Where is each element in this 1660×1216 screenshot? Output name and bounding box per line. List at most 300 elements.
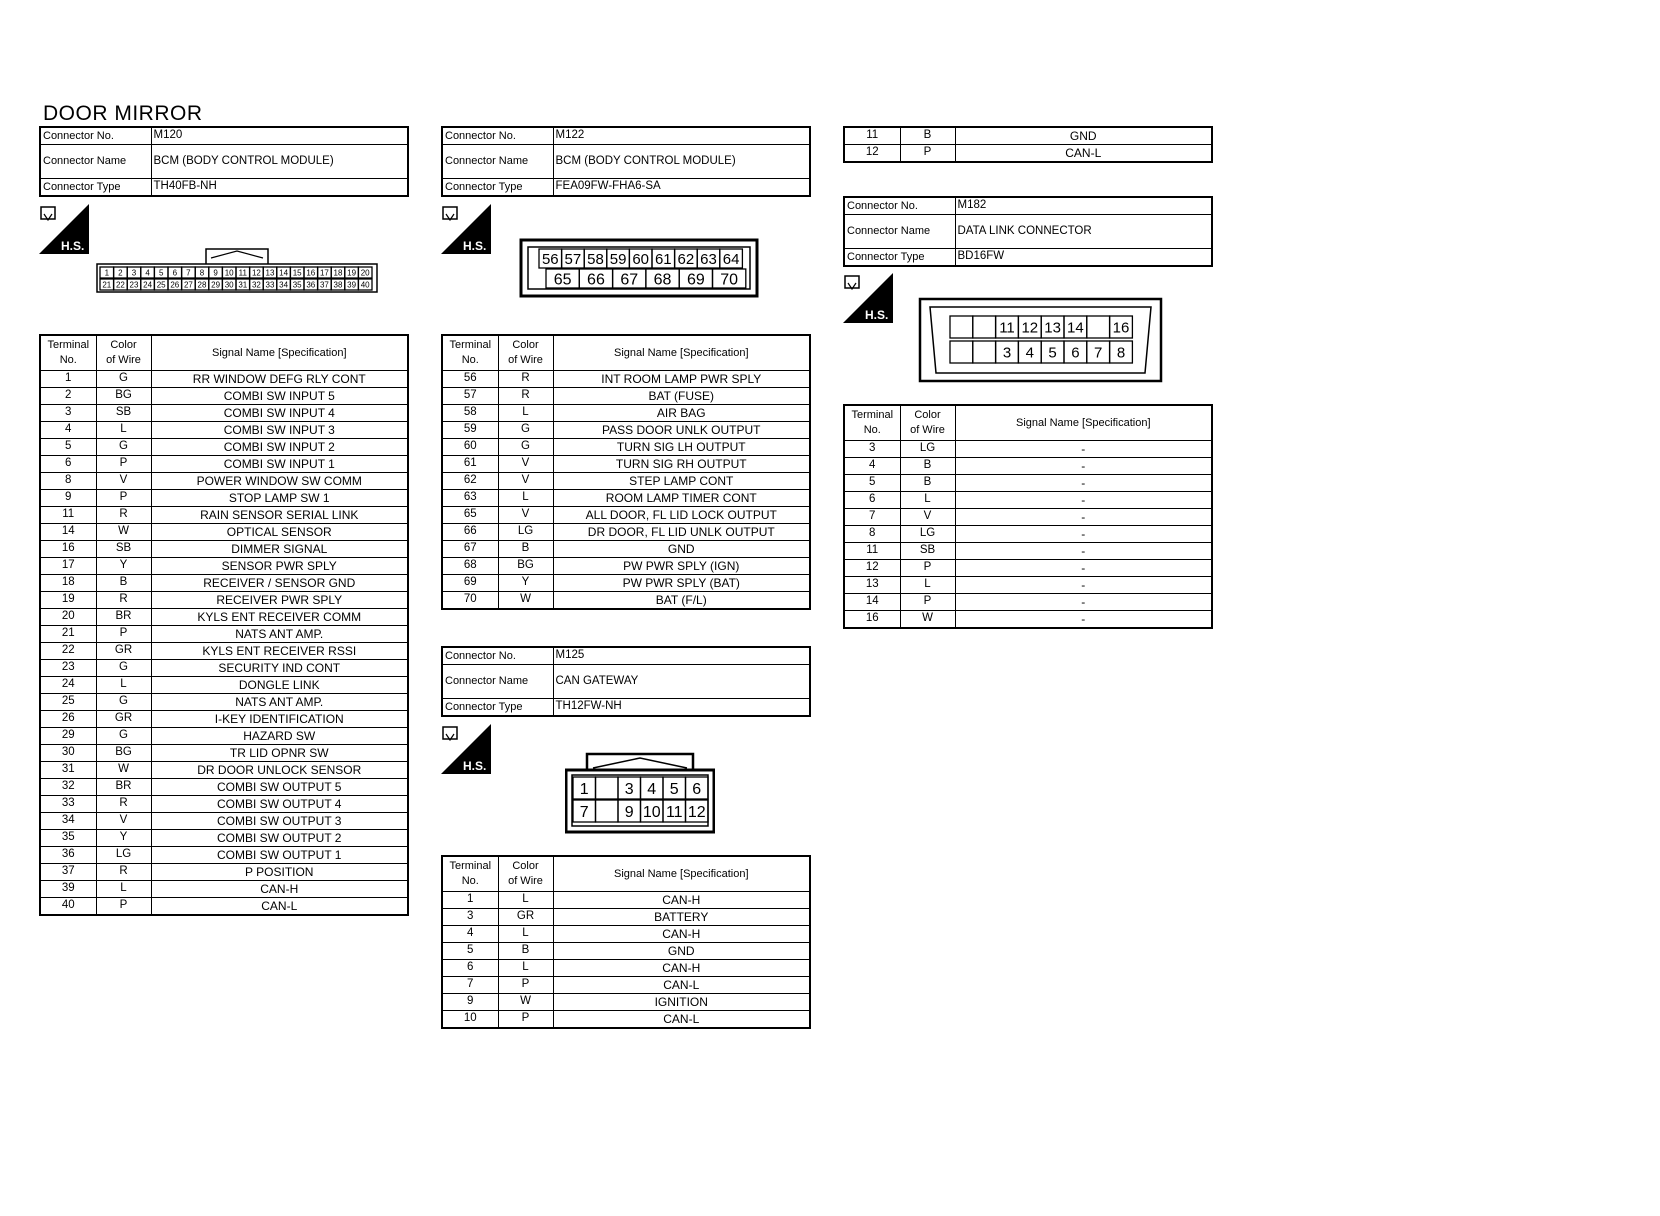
pin-label: 38 [333, 280, 343, 290]
m182-terminal-table [843, 404, 1213, 629]
terminal-cell: 10 [442, 1011, 498, 1029]
signal-header: Signal Name [Specification] [553, 335, 810, 371]
terminal-cell: 1 [442, 892, 498, 909]
color-cell: W [900, 611, 955, 629]
terminal-no-header: Terminal No. [442, 335, 498, 371]
signal-cell: BAT (F/L) [553, 592, 810, 610]
signal-cell: NATS ANT AMP. [151, 694, 408, 711]
signal-cell: TR LID OPNR SW [151, 745, 408, 762]
color-cell: L [498, 960, 553, 977]
pin-label: 12 [687, 803, 706, 821]
signal-cell: GND [553, 943, 810, 960]
signal-header: Signal Name [Specification] [151, 335, 408, 371]
color-cell: BG [96, 745, 151, 762]
terminal-cell: 65 [442, 507, 498, 524]
connector-type-label: Connector Type [442, 699, 553, 717]
pin-label: 7 [579, 803, 589, 821]
terminal-cell: 67 [442, 541, 498, 558]
table-row [40, 439, 408, 456]
table-row [40, 694, 408, 711]
pin-label: 4 [1025, 344, 1034, 362]
terminal-cell: 4 [40, 422, 96, 439]
color-header: Color of Wire [900, 405, 955, 441]
m120-connector-name: BCM (BODY CONTROL MODULE) [151, 145, 408, 179]
table-row [40, 813, 408, 830]
pin-label: 3 [131, 268, 137, 278]
pin-label: 69 [686, 271, 705, 289]
terminal-cell: 7 [442, 977, 498, 994]
terminal-cell: 3 [844, 441, 900, 458]
signal-cell: PASS DOOR UNLK OUTPUT [553, 422, 810, 439]
pin-label: 31 [238, 280, 248, 290]
signal-cell: - [955, 543, 1212, 560]
color-header: Color of Wire [96, 335, 151, 371]
pin-label: 2 [118, 268, 123, 278]
signal-cell: BATTERY [553, 909, 810, 926]
table-row [442, 405, 810, 422]
color-cell: P [900, 145, 955, 163]
svg-text:H.S.: H.S. [865, 308, 889, 322]
color-cell: W [498, 592, 553, 610]
color-cell: L [498, 892, 553, 909]
pin-label: 60 [632, 250, 650, 268]
pin-label: 13 [1044, 319, 1061, 337]
signal-cell: IGNITION [553, 994, 810, 1011]
signal-cell: - [955, 475, 1212, 492]
signal-cell: SENSOR PWR SPLY [151, 558, 408, 575]
terminal-cell: 26 [40, 711, 96, 728]
color-cell: G [498, 422, 553, 439]
color-cell: BG [96, 388, 151, 405]
m125-connector-name: CAN GATEWAY [553, 665, 810, 699]
pin-label: 23 [129, 280, 139, 290]
color-cell: SB [900, 543, 955, 560]
terminal-cell: 33 [40, 796, 96, 813]
color-cell: V [498, 473, 553, 490]
color-cell: L [96, 422, 151, 439]
m182-connector-name: DATA LINK CONNECTOR [955, 215, 1212, 249]
terminal-cell: 14 [844, 594, 900, 611]
pin-label: 6 [692, 780, 702, 798]
pin-label: 18 [333, 268, 343, 278]
terminal-cell: 16 [844, 611, 900, 629]
signal-cell: RR WINDOW DEFG RLY CONT [151, 371, 408, 388]
pin-label: 3 [624, 780, 634, 798]
signal-cell: DR DOOR UNLOCK SENSOR [151, 762, 408, 779]
pin-label: 10 [224, 268, 234, 278]
signal-cell: COMBI SW OUTPUT 3 [151, 813, 408, 830]
color-cell: LG [96, 847, 151, 864]
table-row [40, 473, 408, 490]
pin-label: 13 [265, 268, 275, 278]
terminal-cell: 19 [40, 592, 96, 609]
table-row [40, 881, 408, 898]
pin-label: 70 [720, 271, 739, 289]
terminal-cell: 3 [442, 909, 498, 926]
table-row [844, 475, 1212, 492]
signal-cell: ROOM LAMP TIMER CONT [553, 490, 810, 507]
pin-label: 10 [642, 803, 661, 821]
signal-cell: DR DOOR, FL LID UNLK OUTPUT [553, 524, 810, 541]
terminal-cell: 56 [442, 371, 498, 388]
pin-label: 36 [306, 280, 316, 290]
color-cell: Y [498, 575, 553, 592]
table-row [442, 558, 810, 575]
terminal-no-header: Terminal No. [844, 405, 900, 441]
m125-connector-no: M125 [553, 647, 810, 665]
signal-cell: - [955, 577, 1212, 594]
color-header: Color of Wire [498, 856, 553, 892]
signal-cell: CAN-L [151, 898, 408, 916]
signal-cell: DIMMER SIGNAL [151, 541, 408, 558]
table-row [844, 492, 1212, 509]
terminal-cell: 6 [40, 456, 96, 473]
signal-cell: COMBI SW OUTPUT 2 [151, 830, 408, 847]
table-row [40, 643, 408, 660]
color-cell: P [96, 456, 151, 473]
m182-connector-type: BD16FW [955, 249, 1212, 267]
connector-no-label: Connector No. [442, 127, 553, 145]
terminal-cell: 35 [40, 830, 96, 847]
terminal-cell: 23 [40, 660, 96, 677]
color-cell: P [900, 594, 955, 611]
color-cell: L [498, 926, 553, 943]
signal-cell: BAT (FUSE) [553, 388, 810, 405]
color-cell: V [900, 509, 955, 526]
signal-cell: RAIN SENSOR SERIAL LINK [151, 507, 408, 524]
signal-cell: - [955, 492, 1212, 509]
table-row [442, 892, 810, 909]
signal-cell: AIR BAG [553, 405, 810, 422]
pin-label: 65 [553, 271, 572, 289]
signal-header: Signal Name [Specification] [955, 405, 1212, 441]
pin-label: 40 [360, 280, 370, 290]
signal-cell: CAN-H [553, 926, 810, 943]
signal-cell: - [955, 611, 1212, 629]
pin-label: 57 [564, 250, 582, 268]
color-cell: P [900, 560, 955, 577]
table-row [844, 543, 1212, 560]
color-cell: V [96, 473, 151, 490]
signal-cell: DONGLE LINK [151, 677, 408, 694]
signal-cell: KYLS ENT RECEIVER COMM [151, 609, 408, 626]
signal-cell: CAN-L [955, 145, 1212, 163]
terminal-cell: 6 [844, 492, 900, 509]
color-cell: GR [96, 643, 151, 660]
pin-label: 12 [251, 268, 261, 278]
signal-cell: - [955, 458, 1212, 475]
svg-text:H.S.: H.S. [463, 759, 487, 773]
pin-label: 4 [145, 268, 150, 278]
table-row [40, 541, 408, 558]
connector-name-label: Connector Name [442, 145, 553, 179]
terminal-cell: 34 [40, 813, 96, 830]
table-row [40, 507, 408, 524]
terminal-cell: 40 [40, 898, 96, 916]
color-cell: G [96, 439, 151, 456]
page-title: DOOR MIRROR [43, 102, 203, 125]
connector-no-label: Connector No. [442, 647, 553, 665]
signal-cell: STOP LAMP SW 1 [151, 490, 408, 507]
signal-header: Signal Name [Specification] [553, 856, 810, 892]
m120-terminal-table [39, 334, 409, 916]
pin-label: 6 [1071, 344, 1080, 362]
color-cell: LG [900, 526, 955, 543]
m122-connector-info [441, 126, 811, 197]
table-row [40, 711, 408, 728]
harness-side-icon [843, 273, 893, 323]
table-row [442, 456, 810, 473]
color-cell: V [498, 456, 553, 473]
terminal-cell: 5 [844, 475, 900, 492]
terminal-cell: 6 [442, 960, 498, 977]
signal-cell: COMBI SW INPUT 4 [151, 405, 408, 422]
signal-cell: - [955, 509, 1212, 526]
pin-label: 27 [183, 280, 193, 290]
table-row [844, 127, 1212, 145]
table-row [844, 441, 1212, 458]
pin-label: 11 [999, 319, 1015, 337]
terminal-cell: 2 [40, 388, 96, 405]
terminal-cell: 12 [844, 560, 900, 577]
color-cell: B [900, 127, 955, 145]
color-header: Color of Wire [498, 335, 553, 371]
pin-label: 16 [306, 268, 316, 278]
color-cell: R [498, 388, 553, 405]
pin-label: 21 [102, 280, 112, 290]
m122-connector-type: FEA09FW-FHA6-SA [553, 179, 810, 197]
signal-cell: COMBI SW OUTPUT 4 [151, 796, 408, 813]
table-row [40, 864, 408, 881]
pin-label: 19 [347, 268, 357, 278]
svg-text:H.S.: H.S. [61, 239, 85, 253]
connector-type-label: Connector Type [844, 249, 955, 267]
color-cell: B [498, 943, 553, 960]
signal-cell: POWER WINDOW SW COMM [151, 473, 408, 490]
color-cell: B [900, 458, 955, 475]
color-cell: R [96, 796, 151, 813]
m125-terminal-table-continued [843, 126, 1213, 163]
color-cell: SB [96, 541, 151, 558]
pin-label: 11 [665, 803, 683, 821]
connector-type-label: Connector Type [40, 179, 151, 197]
signal-cell: CAN-L [553, 1011, 810, 1029]
terminal-cell: 21 [40, 626, 96, 643]
color-cell: BR [96, 609, 151, 626]
terminal-cell: 3 [40, 405, 96, 422]
color-cell: L [900, 577, 955, 594]
m120-connector-type: TH40FB-NH [151, 179, 408, 197]
pin-label: 28 [197, 280, 207, 290]
pin-label: 5 [669, 780, 679, 798]
terminal-cell: 31 [40, 762, 96, 779]
color-cell: W [498, 994, 553, 1011]
table-row [442, 977, 810, 994]
terminal-cell: 60 [442, 439, 498, 456]
terminal-cell: 58 [442, 405, 498, 422]
color-cell: R [498, 371, 553, 388]
signal-cell: COMBI SW OUTPUT 5 [151, 779, 408, 796]
table-row [40, 728, 408, 745]
terminal-cell: 9 [442, 994, 498, 1011]
signal-cell: - [955, 526, 1212, 543]
terminal-cell: 17 [40, 558, 96, 575]
terminal-cell: 25 [40, 694, 96, 711]
color-cell: BG [498, 558, 553, 575]
pin-label: 56 [541, 250, 559, 268]
color-cell: LG [498, 524, 553, 541]
signal-cell: PW PWR SPLY (IGN) [553, 558, 810, 575]
table-row [40, 677, 408, 694]
table-row [442, 439, 810, 456]
table-row [40, 592, 408, 609]
color-cell: P [96, 626, 151, 643]
pin-label: 9 [213, 268, 218, 278]
terminal-cell: 7 [844, 509, 900, 526]
m120-connector-no: M120 [151, 127, 408, 145]
terminal-cell: 11 [844, 543, 900, 560]
signal-cell: COMBI SW INPUT 3 [151, 422, 408, 439]
table-row [40, 779, 408, 796]
table-row [40, 558, 408, 575]
m122-connector-name: BCM (BODY CONTROL MODULE) [553, 145, 810, 179]
color-cell: GR [498, 909, 553, 926]
pin-label: 15 [292, 268, 302, 278]
table-row [442, 524, 810, 541]
signal-cell: - [955, 594, 1212, 611]
table-row [844, 594, 1212, 611]
table-row [40, 456, 408, 473]
table-row [844, 509, 1212, 526]
signal-cell: COMBI SW OUTPUT 1 [151, 847, 408, 864]
color-cell: V [498, 507, 553, 524]
table-row [442, 541, 810, 558]
pin-label: 5 [158, 268, 164, 278]
color-cell: R [96, 864, 151, 881]
terminal-cell: 39 [40, 881, 96, 898]
color-cell: SB [96, 405, 151, 422]
signal-cell: NATS ANT AMP. [151, 626, 408, 643]
pin-label: 66 [587, 271, 605, 289]
signal-cell: P POSITION [151, 864, 408, 881]
m125-connector-face [565, 750, 715, 834]
terminal-cell: 11 [40, 507, 96, 524]
table-row [442, 943, 810, 960]
signal-cell: I-KEY IDENTIFICATION [151, 711, 408, 728]
terminal-no-header: Terminal No. [40, 335, 96, 371]
terminal-cell: 29 [40, 728, 96, 745]
terminal-cell: 32 [40, 779, 96, 796]
color-cell: L [900, 492, 955, 509]
m182-connector-info [843, 196, 1213, 267]
pin-label: 12 [1021, 319, 1039, 337]
color-cell: W [96, 524, 151, 541]
terminal-cell: 1 [40, 371, 96, 388]
terminal-cell: 16 [40, 541, 96, 558]
pin-label: 68 [653, 271, 672, 289]
table-row [40, 609, 408, 626]
connector-no-label: Connector No. [40, 127, 151, 145]
pin-label: 14 [279, 268, 289, 278]
table-row [844, 577, 1212, 594]
pin-label: 20 [360, 268, 370, 278]
color-cell: G [498, 439, 553, 456]
color-cell: G [96, 694, 151, 711]
signal-cell: COMBI SW INPUT 5 [151, 388, 408, 405]
harness-side-icon [441, 204, 491, 254]
signal-cell: GND [553, 541, 810, 558]
table-row [442, 422, 810, 439]
connector-name-label: Connector Name [40, 145, 151, 179]
m182-connector-no: M182 [955, 197, 1212, 215]
harness-side-icon [441, 724, 491, 774]
signal-cell: HAZARD SW [151, 728, 408, 745]
signal-cell: - [955, 560, 1212, 577]
color-cell: LG [900, 441, 955, 458]
table-row [40, 847, 408, 864]
terminal-cell: 61 [442, 456, 498, 473]
pin-label: 33 [265, 280, 275, 290]
table-row [442, 371, 810, 388]
terminal-cell: 9 [40, 490, 96, 507]
pin-label: 62 [677, 250, 695, 268]
signal-cell: ALL DOOR, FL LID LOCK OUTPUT [553, 507, 810, 524]
table-row [442, 388, 810, 405]
table-row [442, 909, 810, 926]
color-cell: P [96, 898, 151, 916]
table-row [40, 660, 408, 677]
pin-label: 6 [172, 268, 178, 278]
color-cell: Y [96, 558, 151, 575]
m122-connector-face [519, 238, 759, 298]
pin-label: 35 [292, 280, 302, 290]
color-cell: GR [96, 711, 151, 728]
color-cell: R [96, 592, 151, 609]
terminal-cell: 12 [844, 145, 900, 163]
harness-side-icon [39, 204, 89, 254]
color-cell: G [96, 660, 151, 677]
table-row [442, 575, 810, 592]
table-row [40, 745, 408, 762]
pin-label: 63 [700, 250, 717, 268]
terminal-cell: 18 [40, 575, 96, 592]
pin-label: 29 [211, 280, 221, 290]
pin-label: 17 [319, 268, 329, 278]
signal-cell: CAN-H [553, 892, 810, 909]
pin-label: 1 [104, 268, 110, 278]
signal-cell: SECURITY IND CONT [151, 660, 408, 677]
pin-label: 30 [224, 280, 234, 290]
signal-cell: GND [955, 127, 1212, 145]
color-cell: L [498, 405, 553, 422]
terminal-cell: 30 [40, 745, 96, 762]
connector-no-label: Connector No. [844, 197, 955, 215]
table-row [442, 1011, 810, 1029]
color-cell: BR [96, 779, 151, 796]
table-row [40, 490, 408, 507]
terminal-cell: 4 [844, 458, 900, 475]
terminal-no-header: Terminal No. [442, 856, 498, 892]
terminal-cell: 4 [442, 926, 498, 943]
table-row [40, 388, 408, 405]
table-row [40, 762, 408, 779]
signal-cell: COMBI SW INPUT 2 [151, 439, 408, 456]
color-cell: P [498, 977, 553, 994]
terminal-cell: 8 [844, 526, 900, 543]
table-row [442, 473, 810, 490]
pin-label: 1 [579, 780, 589, 798]
terminal-cell: 20 [40, 609, 96, 626]
